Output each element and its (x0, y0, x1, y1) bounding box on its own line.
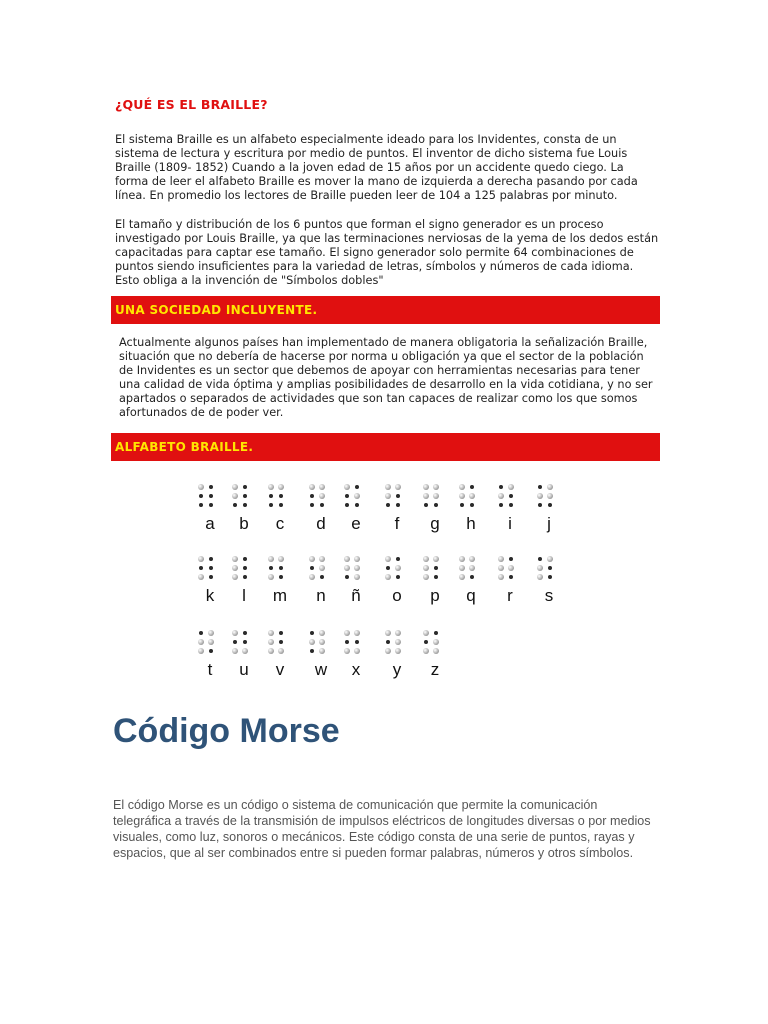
raised-dot (344, 648, 350, 654)
flat-dot (209, 557, 213, 561)
raised-dot (232, 493, 238, 499)
raised-dot (459, 565, 465, 571)
flat-dot (470, 485, 474, 489)
flat-dot (548, 566, 552, 570)
raised-dot (268, 556, 274, 562)
raised-dot (319, 630, 325, 636)
braille-cell-n (309, 556, 333, 605)
flat-dot (243, 503, 247, 507)
flat-dot (320, 503, 324, 507)
flat-dot (355, 485, 359, 489)
raised-dot (433, 493, 439, 499)
flat-dot (243, 494, 247, 498)
flat-dot (470, 575, 474, 579)
raised-dot (232, 648, 238, 654)
morse-paragraph: El código Morse es un código o sistema de comunicación que permite la comunicación telegráfica a través de la transmisión de impulsos eléctricos de longitudes diversas o por medios visuales, como luz, sonoros o mecánicos. Este código consta de una serie de puntos, rayas y espacios, que al ser combinados entre si pueden formar palabras, números y otros símbolos. (113, 798, 651, 860)
raised-dot (537, 565, 543, 571)
braille-letter-label: y (392, 660, 402, 679)
braille-cell-e (344, 484, 368, 533)
raised-dot (395, 639, 401, 645)
flat-dot (209, 494, 213, 498)
flat-dot (424, 640, 428, 644)
flat-dot (386, 503, 390, 507)
raised-dot (547, 493, 553, 499)
braille-cell-z (423, 630, 447, 679)
flat-dot (310, 631, 314, 635)
braille-letter-label: v (275, 660, 285, 679)
raised-dot (268, 630, 274, 636)
raised-dot (469, 565, 475, 571)
raised-dot (232, 574, 238, 580)
braille-cell-w (309, 630, 333, 679)
flat-dot (310, 649, 314, 653)
raised-dot (498, 574, 504, 580)
braille-cell-a (198, 484, 222, 533)
braille-letter-label: z (430, 660, 440, 679)
flat-dot (355, 503, 359, 507)
raised-dot (423, 556, 429, 562)
braille-letter-label: m (272, 586, 288, 605)
braille-letter-label: p (430, 586, 440, 605)
raised-dot (198, 639, 204, 645)
braille-paragraph-1: El sistema Braille es un alfabeto especialmente ideado para los Invidentes, consta de un sistema de lectura y escritura por medio de puntos. El inventor de dicho sistema fue Louis Braille (1809- 1852) Cuando a la joven edad de 15 años por un accidente quedo ciego. La forma de leer el alfabeto Braille es mover la mano de izquierda a derecha pasando por cada línea. En promedio los lectores de Braille pueden leer de 104 a 125 palabras por minuto. (115, 133, 638, 202)
flat-dot (209, 575, 213, 579)
raised-dot (344, 484, 350, 490)
raised-dot (498, 565, 504, 571)
braille-letter-label: s (544, 586, 554, 605)
flat-dot (243, 631, 247, 635)
flat-dot (269, 494, 273, 498)
raised-dot (395, 648, 401, 654)
raised-dot (208, 630, 214, 636)
flat-dot (538, 557, 542, 561)
raised-dot (459, 556, 465, 562)
braille-letter-label: w (314, 660, 328, 679)
braille-cell-b (232, 484, 256, 533)
braille-letter-label: g (430, 514, 440, 533)
raised-dot (319, 565, 325, 571)
braille-letter-label: r (507, 586, 513, 605)
braille-letter-label: c (275, 514, 285, 533)
raised-dot (547, 484, 553, 490)
braille-letter-label: h (466, 514, 476, 533)
alphabet-heading: ALFABETO BRAILLE. (115, 440, 254, 454)
raised-dot (537, 493, 543, 499)
flat-dot (509, 503, 513, 507)
braille-cell-v (268, 630, 292, 679)
flat-dot (209, 485, 213, 489)
flat-dot (279, 494, 283, 498)
raised-dot (344, 630, 350, 636)
braille-letter-label: b (239, 514, 249, 533)
raised-dot (423, 648, 429, 654)
raised-dot (385, 630, 391, 636)
flat-dot (499, 485, 503, 489)
flat-dot (243, 485, 247, 489)
flat-dot (345, 503, 349, 507)
braille-cell-p (423, 556, 447, 605)
braille-cell-j (537, 484, 561, 533)
raised-dot (459, 493, 465, 499)
raised-dot (433, 556, 439, 562)
flat-dot (548, 575, 552, 579)
flat-dot (209, 649, 213, 653)
braille-letter-label: i (508, 514, 512, 533)
raised-dot (423, 630, 429, 636)
raised-dot (385, 648, 391, 654)
raised-dot (508, 484, 514, 490)
flat-dot (269, 503, 273, 507)
braille-letter-label: u (239, 660, 249, 679)
raised-dot (278, 648, 284, 654)
raised-dot (232, 556, 238, 562)
braille-cell-q (459, 556, 483, 605)
raised-dot (354, 565, 360, 571)
raised-dot (459, 574, 465, 580)
raised-dot (309, 639, 315, 645)
flat-dot (386, 566, 390, 570)
flat-dot (279, 631, 283, 635)
flat-dot (243, 566, 247, 570)
raised-dot (508, 565, 514, 571)
flat-dot (233, 503, 237, 507)
flat-dot (209, 566, 213, 570)
flat-dot (345, 640, 349, 644)
flat-dot (424, 503, 428, 507)
flat-dot (199, 566, 203, 570)
flat-dot (279, 575, 283, 579)
society-paragraph: Actualmente algunos países han implementado de manera obligatoria la señalización Braille, situación que no debería de hacerse por norma u obligación ya que el sector de la población de Invidentes es un sector que debemos de apoyar con herramientas necesarias para tener una calidad de vida óptima y amplias posibilidades de desarrollo en la vida cotidiana, y no ser apartados o separados de actividades que son tan capaces de realizar como los que somos afortunados de de poder ver. (119, 336, 653, 419)
flat-dot (470, 503, 474, 507)
braille-cell-o (385, 556, 409, 605)
flat-dot (310, 503, 314, 507)
raised-dot (198, 556, 204, 562)
raised-dot (354, 574, 360, 580)
raised-dot (344, 565, 350, 571)
raised-dot (268, 648, 274, 654)
raised-dot (498, 493, 504, 499)
raised-dot (268, 639, 274, 645)
flat-dot (209, 503, 213, 507)
braille-cell-f (385, 484, 409, 533)
raised-dot (232, 565, 238, 571)
flat-dot (199, 631, 203, 635)
braille-letter-label: e (351, 514, 361, 533)
raised-dot (278, 556, 284, 562)
flat-dot (499, 503, 503, 507)
braille-letter-label: n (316, 586, 326, 605)
raised-dot (232, 630, 238, 636)
raised-dot (268, 574, 274, 580)
flat-dot (434, 566, 438, 570)
raised-dot (423, 574, 429, 580)
braille-heading: ¿QUÉ ES EL BRAILLE? (115, 97, 268, 112)
braille-cell-l (232, 556, 256, 605)
raised-dot (232, 484, 238, 490)
raised-dot (268, 484, 274, 490)
raised-dot (319, 648, 325, 654)
alphabet-heading-band (111, 433, 660, 461)
raised-dot (354, 556, 360, 562)
raised-dot (395, 565, 401, 571)
raised-dot (198, 648, 204, 654)
raised-dot (278, 484, 284, 490)
braille-letter-label: q (466, 586, 476, 605)
flat-dot (355, 640, 359, 644)
flat-dot (279, 640, 283, 644)
flat-dot (434, 631, 438, 635)
flat-dot (310, 566, 314, 570)
braille-cell-k (198, 556, 222, 605)
braille-cell-t (198, 630, 222, 679)
raised-dot (319, 556, 325, 562)
braille-letter-label: ñ (351, 586, 361, 605)
raised-dot (459, 484, 465, 490)
braille-cell-r (498, 556, 522, 605)
raised-dot (198, 574, 204, 580)
braille-letter-label: f (394, 514, 400, 533)
braille-cell-i (498, 484, 522, 533)
braille-cell-m (268, 556, 292, 605)
flat-dot (434, 503, 438, 507)
raised-dot (319, 493, 325, 499)
flat-dot (243, 575, 247, 579)
flat-dot (310, 494, 314, 498)
flat-dot (199, 494, 203, 498)
flat-dot (269, 566, 273, 570)
raised-dot (354, 630, 360, 636)
raised-dot (208, 639, 214, 645)
flat-dot (538, 503, 542, 507)
raised-dot (198, 484, 204, 490)
flat-dot (396, 557, 400, 561)
braille-paragraph-2: El tamaño y distribución de los 6 puntos que forman el signo generador es un proceso investigado por Louis Braille, ya que las terminaciones nerviosas de la yema de los dedos están capacitadas para captar ese tamaño. El signo generador solo permite 64 combinaciones de puntos siendo insuficientes para la variedad de letras, símbolos y números de cada idioma. Esto obliga a la invención de "Símbolos dobles" (115, 218, 659, 287)
raised-dot (354, 493, 360, 499)
braille-letter-label: l (242, 586, 246, 605)
raised-dot (385, 556, 391, 562)
raised-dot (395, 630, 401, 636)
braille-cell-s (537, 556, 561, 605)
raised-dot (385, 493, 391, 499)
raised-dot (469, 556, 475, 562)
raised-dot (319, 484, 325, 490)
raised-dot (309, 484, 315, 490)
flat-dot (396, 494, 400, 498)
raised-dot (423, 493, 429, 499)
raised-dot (547, 556, 553, 562)
flat-dot (279, 503, 283, 507)
society-heading: UNA SOCIEDAD INCLUYENTE. (115, 303, 318, 317)
raised-dot (469, 493, 475, 499)
raised-dot (344, 556, 350, 562)
raised-dot (242, 648, 248, 654)
flat-dot (233, 640, 237, 644)
flat-dot (320, 575, 324, 579)
morse-title: Código Morse (113, 712, 340, 750)
raised-dot (319, 639, 325, 645)
flat-dot (460, 503, 464, 507)
flat-dot (548, 503, 552, 507)
braille-cell-ñ (344, 556, 368, 605)
braille-letter-label: t (207, 660, 213, 679)
raised-dot (537, 574, 543, 580)
flat-dot (396, 575, 400, 579)
braille-cell-g (423, 484, 447, 533)
flat-dot (538, 485, 542, 489)
raised-dot (433, 639, 439, 645)
raised-dot (433, 648, 439, 654)
braille-cell-y (385, 630, 409, 679)
flat-dot (279, 566, 283, 570)
flat-dot (509, 575, 513, 579)
flat-dot (386, 640, 390, 644)
flat-dot (509, 557, 513, 561)
flat-dot (434, 575, 438, 579)
flat-dot (396, 503, 400, 507)
braille-cell-c (268, 484, 292, 533)
braille-letter-label: x (351, 660, 361, 679)
braille-letter-label: j (547, 514, 551, 533)
braille-cell-h (459, 484, 483, 533)
flat-dot (243, 640, 247, 644)
raised-dot (423, 565, 429, 571)
society-heading-band (111, 296, 660, 324)
braille-letter-label: k (205, 586, 215, 605)
raised-dot (385, 484, 391, 490)
raised-dot (385, 574, 391, 580)
braille-letter-label: d (316, 514, 326, 533)
flat-dot (199, 503, 203, 507)
braille-cell-d (309, 484, 333, 533)
braille-letter-label: a (205, 514, 215, 533)
braille-letter-label: o (392, 586, 402, 605)
raised-dot (309, 574, 315, 580)
raised-dot (498, 556, 504, 562)
flat-dot (345, 575, 349, 579)
flat-dot (509, 494, 513, 498)
raised-dot (423, 484, 429, 490)
braille-cell-u (232, 630, 256, 679)
raised-dot (433, 484, 439, 490)
braille-cell-x (344, 630, 368, 679)
flat-dot (243, 557, 247, 561)
flat-dot (345, 494, 349, 498)
raised-dot (395, 484, 401, 490)
raised-dot (309, 556, 315, 562)
raised-dot (354, 648, 360, 654)
